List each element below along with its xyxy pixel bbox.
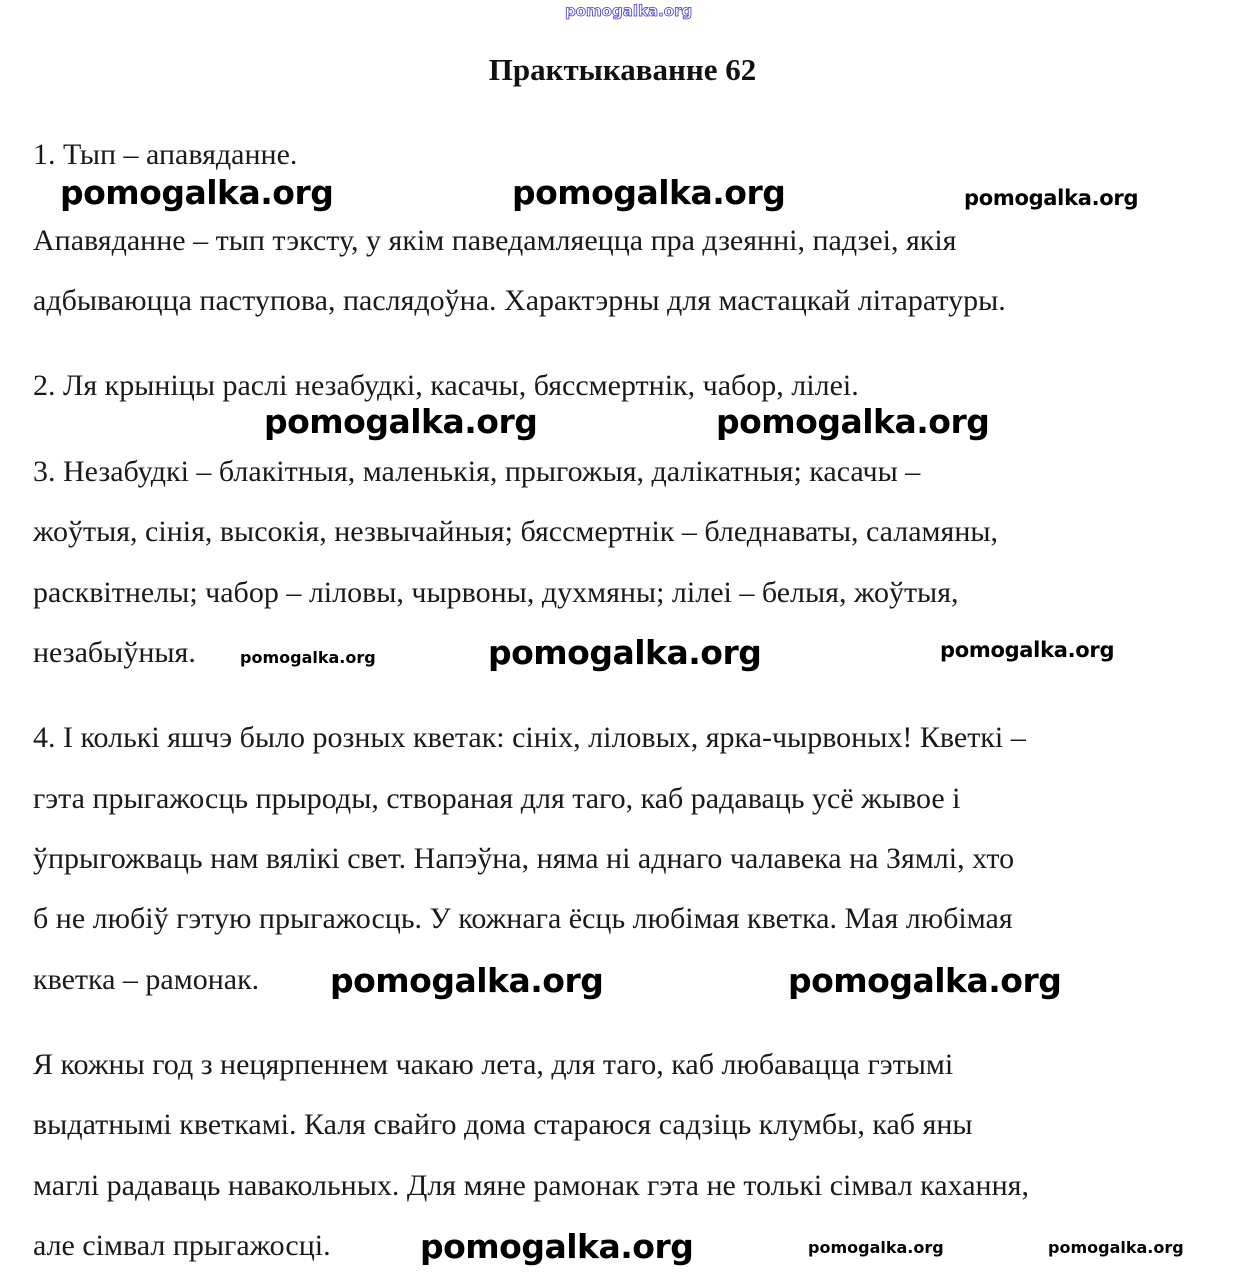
page-title: Практыкаванне 62 [488,52,757,87]
text-line: але сімвал прыгажосці. [33,1229,331,1262]
watermark: pomogalka.org [330,961,604,1000]
watermark: pomogalka.org [264,402,538,441]
text-line: Апавяданне – тып тэксту, у якім паведамляецца пра дзеянні, падзеі, якія [33,224,957,257]
watermark: pomogalka.org [964,186,1139,210]
watermark: pomogalka.org [488,633,762,672]
text-line: 1. Тып – апавяданне. [33,138,298,171]
text-line: 4. І колькі яшчэ было розных кветак: сініх, ліловых, ярка-чырвоных! Кветкі – [33,721,1026,754]
text-line: выдатнымі кветкамі. Каля свайго дома стараюся садзіць клумбы, каб яны [33,1108,973,1141]
text-line: жоўтыя, сінія, высокія, незвычайныя; бяссмертнік – бледнаваты, саламяны, [33,515,999,548]
text-line: 3. Незабудкі – блакітныя, маленькія, прыгожыя, далікатныя; касачы – [33,455,921,488]
text-line: ўпрыгожваць нам вялікі свет. Напэўна, няма ні аднаго чалавека на Зямлі, хто [33,842,1015,875]
text-line: незабыўныя. [33,636,196,669]
text-line: гэта прыгажосць прыроды, створаная для таго, каб радаваць усё жывое і [33,782,961,815]
watermark: pomogalka.org [512,173,786,212]
watermark: pomogalka.org [240,648,376,667]
text-line: Я кожны год з нецярпеннем чакаю лета, для таго, каб любавацца гэтымі [33,1048,954,1081]
watermark: pomogalka.org [788,961,1062,1000]
watermark: pomogalka.org [60,173,334,212]
text-line: адбываюцца паступова, паслядоўна. Характэрны для мастацкай літаратуры. [33,284,1006,317]
watermark: pomogalka.org [1048,1238,1184,1257]
watermark: pomogalka.org [808,1238,944,1257]
text-line: расквітнелы; чабор – ліловы, чырвоны, духмяны; лілеі – белыя, жоўтыя, [33,576,959,609]
header-watermark: pomogalka.org [565,2,693,20]
watermark: pomogalka.org [716,402,990,441]
text-line: 2. Ля крыніцы раслі незабудкі, касачы, бяссмертнік, чабор, лілеі. [33,369,859,402]
watermark: pomogalka.org [940,638,1115,662]
text-line: б не любіў гэтую прыгажосць. У кожнага ёсць любімая кветка. Мая любімая [33,902,1013,935]
text-line: кветка – рамонак. [33,963,260,996]
text-line: маглі радаваць навакольных. Для мяне рамонак гэта не толькі сімвал кахання, [33,1169,1029,1202]
watermark: pomogalka.org [420,1227,694,1266]
